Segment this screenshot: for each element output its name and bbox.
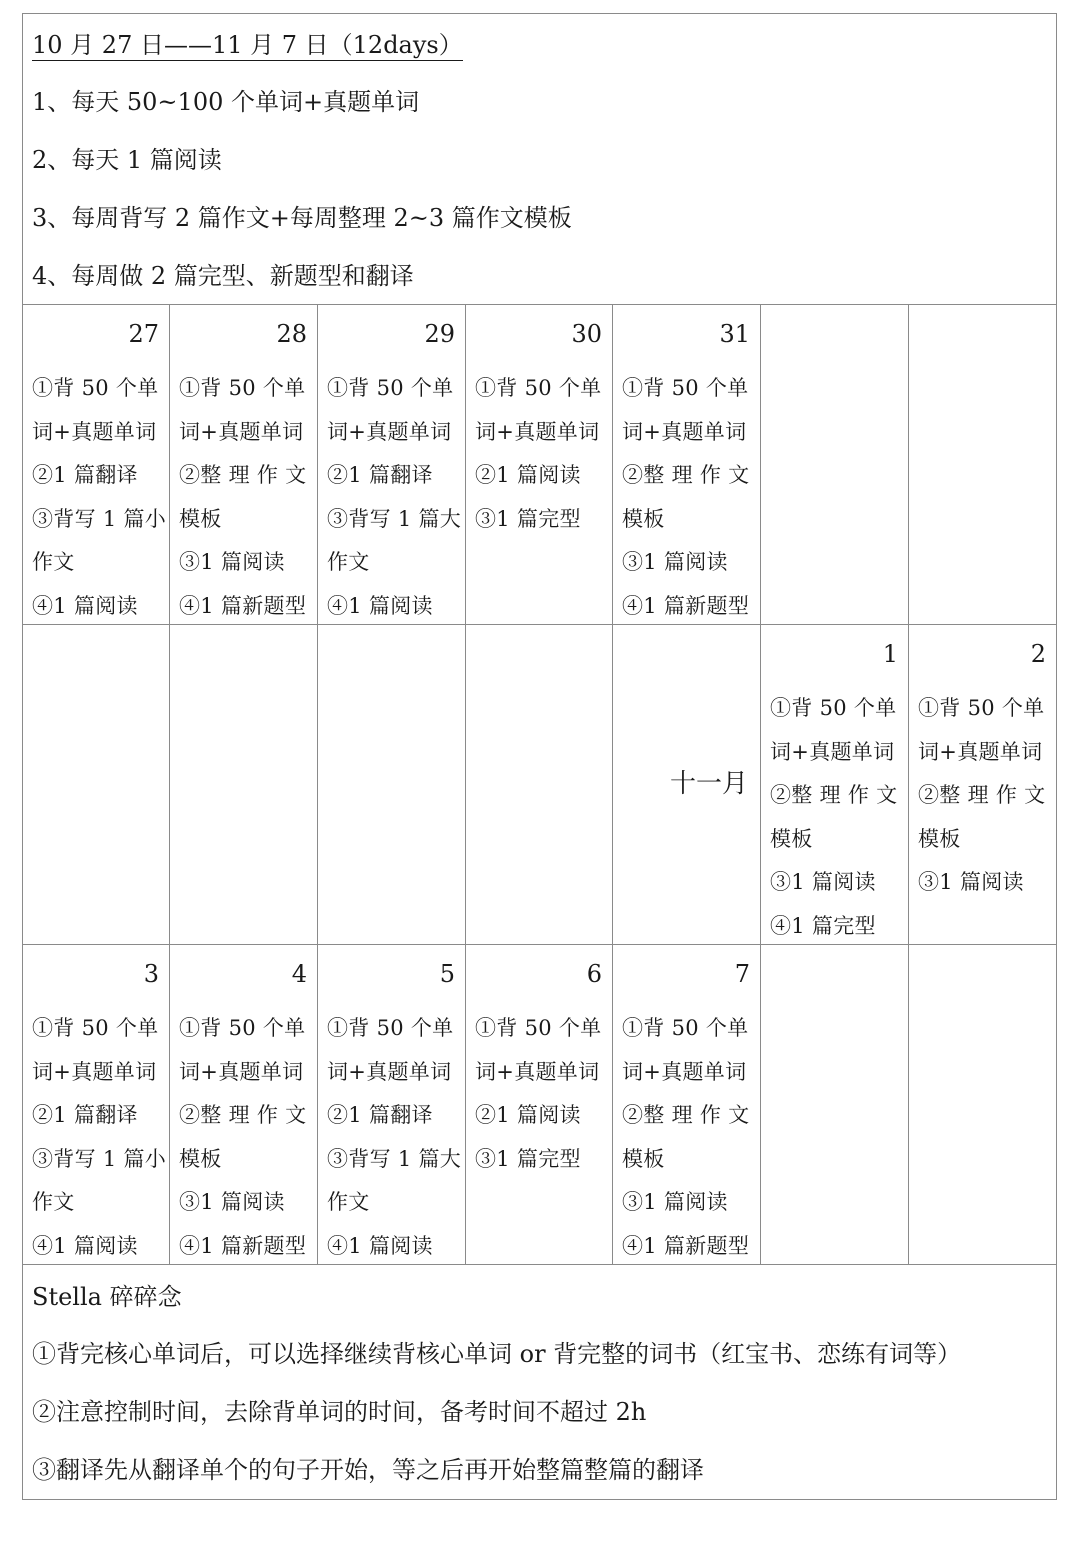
task-line: 模板	[179, 1146, 222, 1171]
task-line: ④1 篇阅读	[327, 1233, 433, 1258]
calendar-day-cell	[466, 625, 613, 944]
task-line: ③1 篇阅读	[770, 870, 876, 895]
task-line: ③1 篇阅读	[918, 870, 1024, 895]
task-line: ②1 篇翻译	[327, 463, 433, 488]
task-line: ②整 理 作 文	[918, 783, 1046, 808]
calendar-day-cell	[466, 945, 613, 1264]
calendar-day-cell	[761, 945, 909, 1264]
calendar-day-cell	[170, 305, 318, 624]
task-line: ②1 篇阅读	[475, 1103, 581, 1128]
task-line: ④1 篇阅读	[32, 1233, 138, 1258]
calendar-day-cell	[170, 945, 318, 1264]
day-number: 3	[143, 960, 159, 988]
note-item: ③翻译先从翻译单个的句子开始，等之后再开始整篇整篇的翻译	[32, 1456, 704, 1484]
task-line: ③1 篇阅读	[622, 550, 728, 575]
task-line: 词+真题单词	[918, 739, 1043, 764]
day-number: 2	[1030, 640, 1046, 668]
task-line: 作文	[327, 550, 370, 575]
calendar-day-cell	[318, 625, 466, 944]
task-list	[32, 1007, 167, 1269]
note-item: ②注意控制时间，去除背单词的时间，备考时间不超过 2h	[32, 1398, 647, 1426]
task-line: 作文	[327, 1190, 370, 1215]
task-line: 词+真题单词	[32, 419, 157, 444]
day-number: 5	[439, 960, 455, 988]
calendar-day-cell	[761, 625, 909, 944]
task-list	[770, 687, 902, 949]
task-line: 词+真题单词	[179, 1059, 304, 1084]
task-list	[179, 1007, 311, 1269]
task-list	[32, 367, 167, 629]
task-line: ①背 50 个单	[179, 376, 306, 400]
calendar-day-cell	[909, 945, 1056, 1264]
task-list	[327, 367, 462, 629]
goal-item: 4、每周做 2 篇完型、新题型和翻译	[32, 262, 414, 290]
task-line: ④1 篇新题型	[622, 593, 750, 618]
task-list	[622, 1007, 754, 1269]
task-line: ②整 理 作 文	[622, 1103, 750, 1128]
calendar-day-cell	[761, 305, 909, 624]
day-number: 30	[571, 320, 602, 348]
task-line: ④1 篇新题型	[179, 593, 307, 618]
day-number: 7	[734, 960, 750, 988]
task-list	[327, 1007, 462, 1269]
day-number: 1	[882, 640, 898, 668]
task-line: ②整 理 作 文	[770, 783, 898, 808]
notes-section	[23, 1267, 1056, 1499]
task-line: 模板	[918, 826, 961, 851]
day-number: 31	[719, 320, 750, 348]
task-line: ③1 篇阅读	[622, 1190, 728, 1215]
day-number: 28	[276, 320, 307, 348]
day-number: 4	[291, 960, 307, 988]
task-line: ③背写 1 篇小	[32, 1146, 167, 1171]
task-line: ①背 50 个单	[918, 696, 1045, 720]
task-list	[622, 367, 754, 629]
task-line: 词+真题单词	[327, 419, 452, 444]
task-line: ④1 篇阅读	[327, 593, 433, 618]
calendar-day-cell	[909, 305, 1056, 624]
task-line: ①背 50 个单	[32, 1016, 159, 1040]
calendar-day-cell	[170, 625, 318, 944]
task-list	[475, 1007, 606, 1181]
calendar-week-row	[23, 945, 1056, 1265]
calendar-day-cell	[23, 305, 170, 624]
task-line: ③背写 1 篇大	[327, 1146, 462, 1171]
calendar-day-cell	[466, 305, 613, 624]
task-line: ②整 理 作 文	[179, 1103, 307, 1128]
task-line: 词+真题单词	[327, 1059, 452, 1084]
calendar-day-cell	[23, 625, 170, 944]
task-line: 词+真题单词	[32, 1059, 157, 1084]
task-line: ④1 篇阅读	[32, 593, 138, 618]
task-line: ②1 篇翻译	[32, 463, 138, 488]
task-line: ①背 50 个单	[475, 1016, 602, 1040]
calendar-day-cell	[23, 945, 170, 1264]
month-label: 十一月	[669, 769, 748, 799]
task-list	[179, 367, 311, 629]
calendar-day-cell	[613, 305, 761, 624]
task-line: ①背 50 个单	[179, 1016, 306, 1040]
task-line: 模板	[622, 506, 665, 531]
note-item: ①背完核心单词后，可以选择继续背核心单词 or 背完整的词书（红宝书、恋练有词等）	[32, 1340, 962, 1368]
task-line: ③1 篇阅读	[179, 1190, 285, 1215]
calendar-day-cell	[613, 625, 761, 944]
task-line: ④1 篇新题型	[622, 1233, 750, 1258]
task-line: ②整 理 作 文	[179, 463, 307, 488]
task-line: ④1 篇完型	[770, 913, 876, 938]
task-line: ②1 篇翻译	[327, 1103, 433, 1128]
task-list	[918, 687, 1050, 905]
task-line: 词+真题单词	[622, 1059, 747, 1084]
day-number: 27	[128, 320, 159, 348]
task-line: ③1 篇完型	[475, 506, 581, 531]
task-line: ①背 50 个单	[770, 696, 897, 720]
task-line: ①背 50 个单	[622, 1016, 749, 1040]
plan-header	[23, 14, 1056, 305]
goal-item: 3、每周背写 2 篇作文+每周整理 2~3 篇作文模板	[32, 204, 572, 232]
task-line: ③背写 1 篇小	[32, 506, 167, 531]
task-line: ①背 50 个单	[475, 376, 602, 400]
task-line: 模板	[770, 826, 813, 851]
task-line: ③背写 1 篇大	[327, 506, 462, 531]
calendar-day-cell	[318, 945, 466, 1264]
task-line: 词+真题单词	[475, 1059, 600, 1084]
task-line: ①背 50 个单	[622, 376, 749, 400]
task-line: ①背 50 个单	[327, 1016, 454, 1040]
task-line: ②1 篇翻译	[32, 1103, 138, 1128]
task-line: ①背 50 个单	[32, 376, 159, 400]
calendar-day-cell	[318, 305, 466, 624]
study-plan-sheet	[22, 13, 1057, 1500]
task-line: ③1 篇完型	[475, 1146, 581, 1171]
date-range-title: 10 月 27 日——11 月 7 日（12days）	[32, 31, 463, 59]
task-line: 作文	[32, 550, 75, 575]
task-line: ④1 篇新题型	[179, 1233, 307, 1258]
task-line: ①背 50 个单	[327, 376, 454, 400]
calendar-day-cell	[613, 945, 761, 1264]
task-line: ②整 理 作 文	[622, 463, 750, 488]
task-line: 模板	[622, 1146, 665, 1171]
task-line: 词+真题单词	[622, 419, 747, 444]
task-line: 词+真题单词	[770, 739, 895, 764]
calendar-week-row	[23, 625, 1056, 945]
task-line: ②1 篇阅读	[475, 463, 581, 488]
task-line: ③1 篇阅读	[179, 550, 285, 575]
calendar-day-cell	[909, 625, 1056, 944]
task-line: 模板	[179, 506, 222, 531]
day-number: 6	[586, 960, 602, 988]
task-line: 词+真题单词	[475, 419, 600, 444]
goal-item: 1、每天 50~100 个单词+真题单词	[32, 88, 420, 116]
task-line: 词+真题单词	[179, 419, 304, 444]
task-line: 作文	[32, 1190, 75, 1215]
day-number: 29	[424, 320, 455, 348]
notes-title: Stella 碎碎念	[32, 1283, 182, 1311]
task-list	[475, 367, 606, 541]
calendar-week-row	[23, 305, 1056, 625]
goal-item: 2、每天 1 篇阅读	[32, 146, 222, 174]
